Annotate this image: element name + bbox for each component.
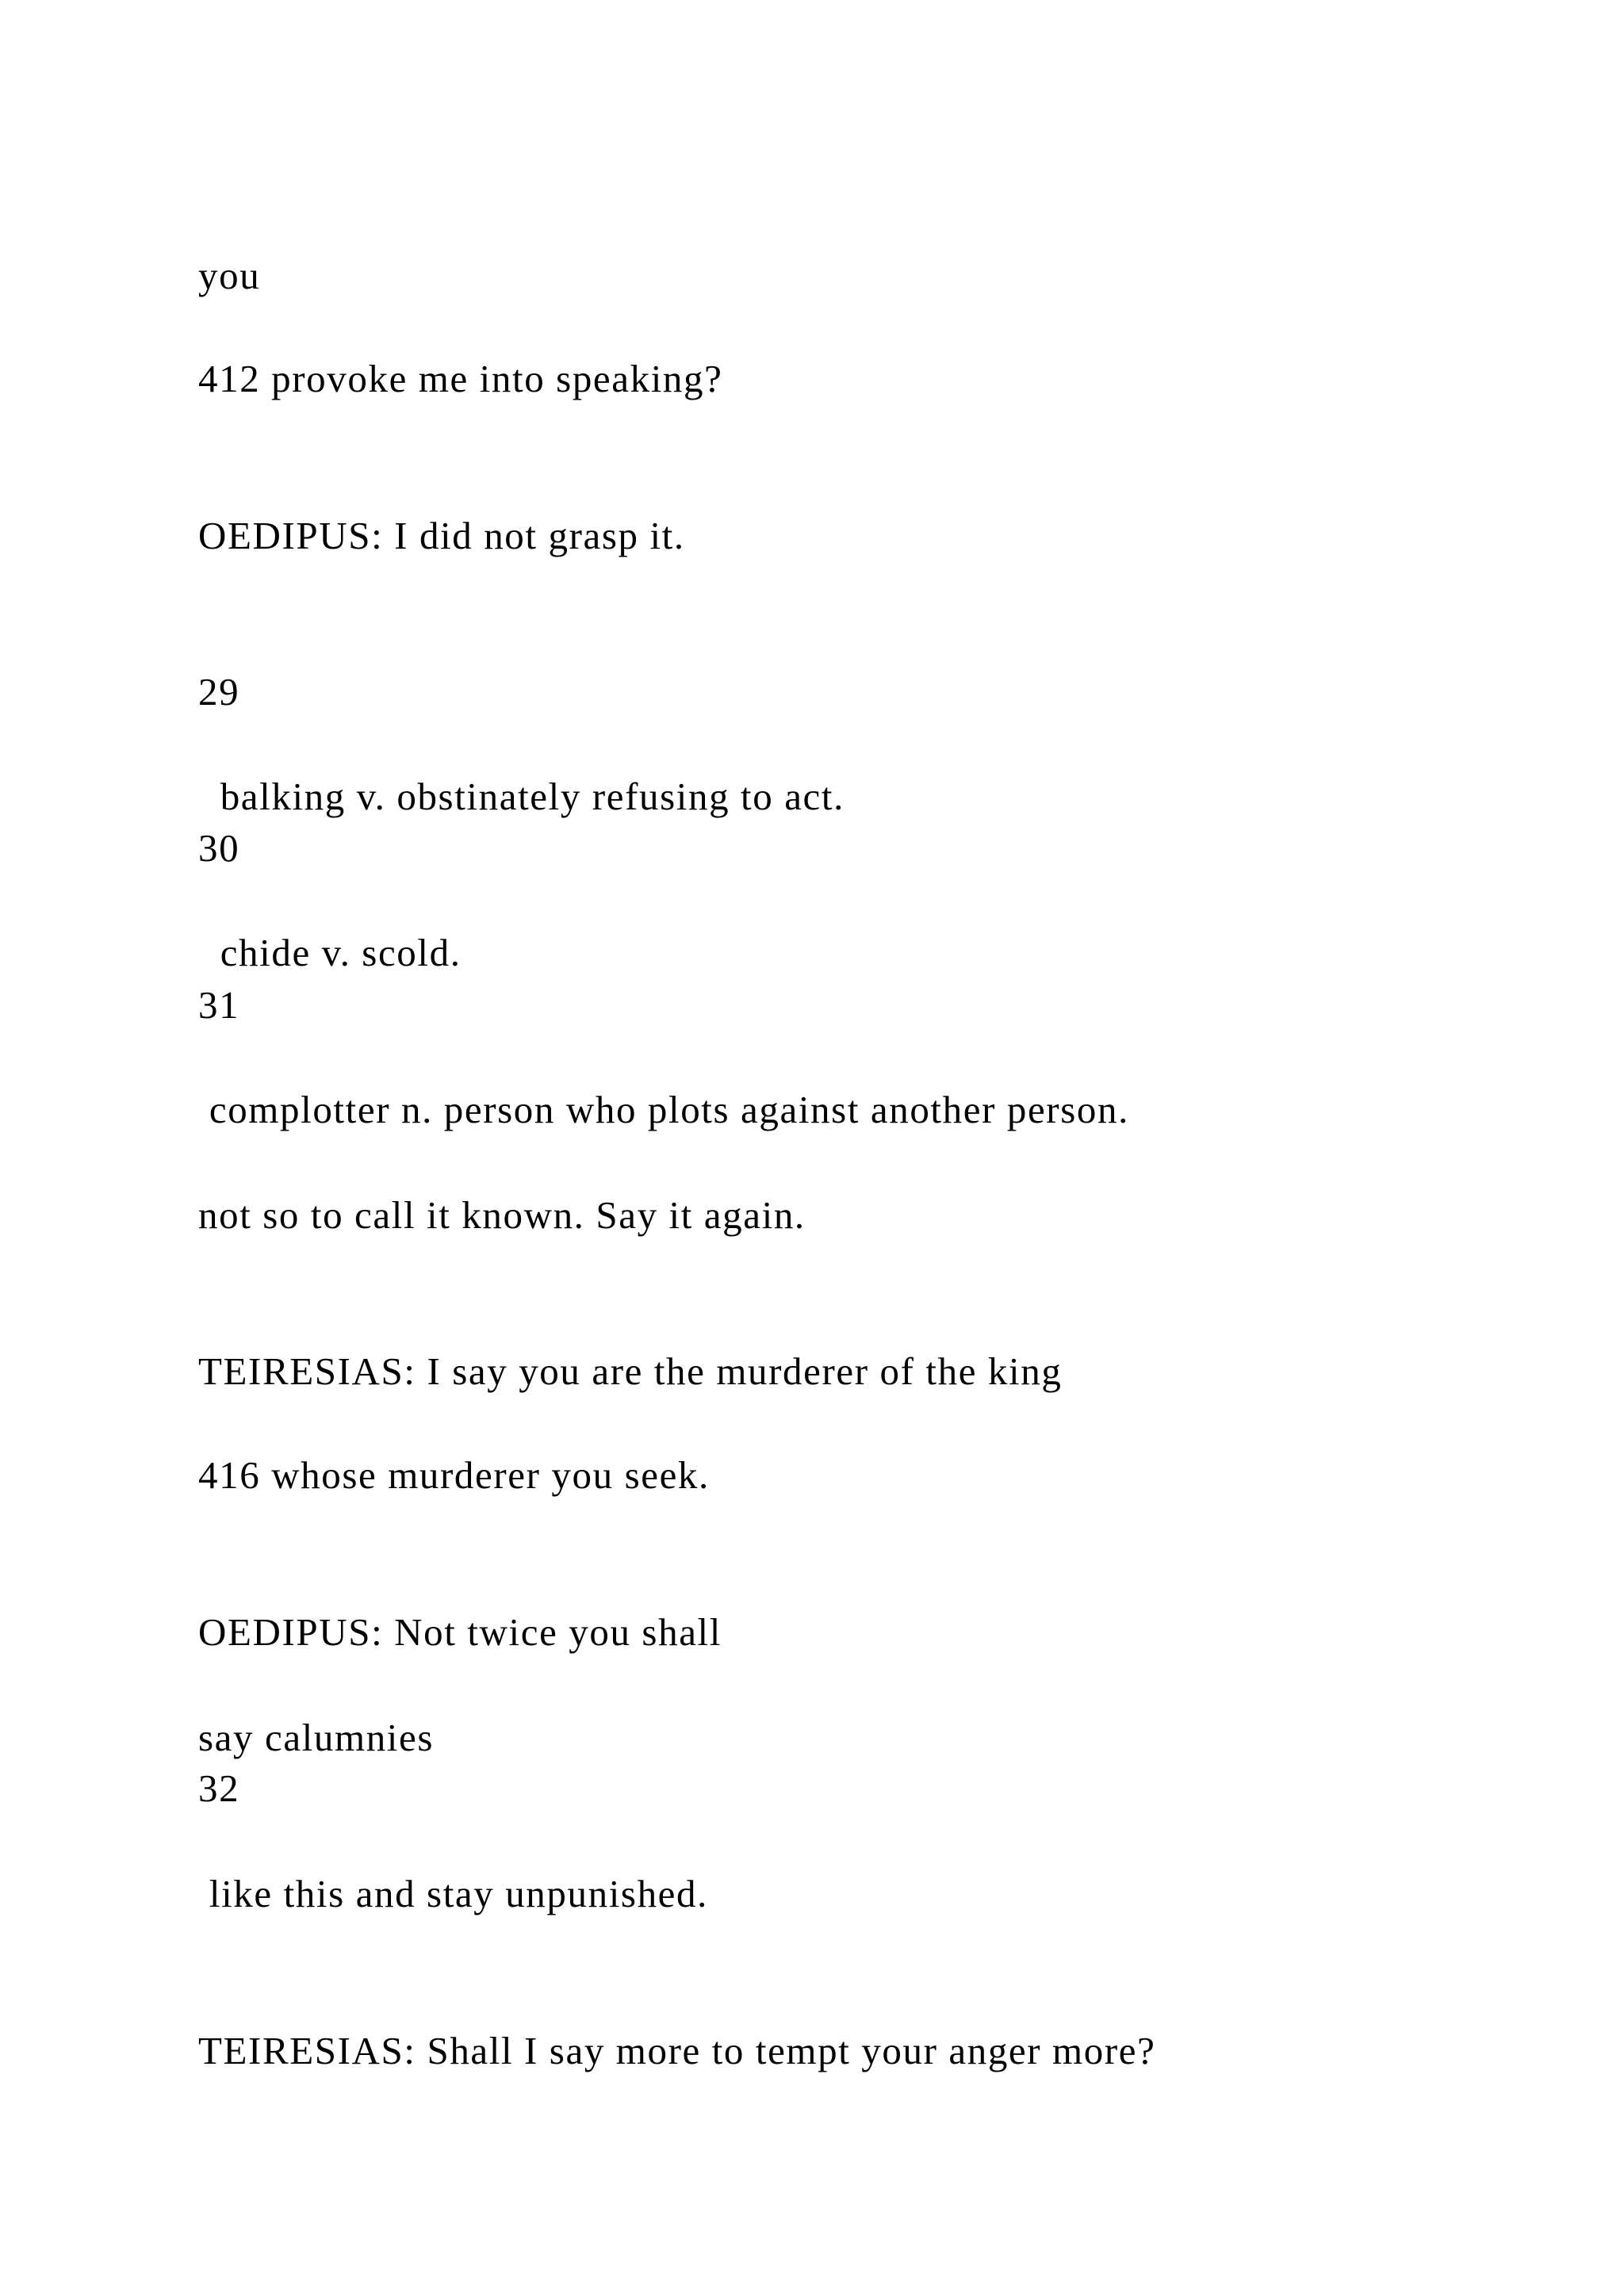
footnote-number: 30 xyxy=(198,826,240,870)
text-line: say calumnies xyxy=(198,1716,435,1759)
text-line: OEDIPUS: Not twice you shall xyxy=(198,1610,722,1654)
footnote-number: 32 xyxy=(198,1766,240,1810)
footnote-number: 31 xyxy=(198,983,240,1027)
text-line: TEIRESIAS: Shall I say more to tempt your anger more? xyxy=(198,2029,1156,2072)
footnote-text: balking v. obstinately refusing to act. xyxy=(198,775,845,818)
text-line: you xyxy=(198,254,261,297)
text-line: 416 whose murderer you seek. xyxy=(198,1453,710,1497)
footnote-number: 29 xyxy=(198,670,240,714)
text-line: TEIRESIAS: I say you are the murderer of the king xyxy=(198,1349,1063,1393)
footnote-text: complotter n. person who plots against another person. xyxy=(198,1088,1129,1131)
text-line: like this and stay unpunished. xyxy=(198,1872,708,1915)
text-line: 412 provoke me into speaking? xyxy=(198,357,723,400)
text-line: not so to call it known. Say it again. xyxy=(198,1193,806,1237)
footnote-text: chide v. scold. xyxy=(198,931,462,974)
text-line: OEDIPUS: I did not grasp it. xyxy=(198,514,685,557)
